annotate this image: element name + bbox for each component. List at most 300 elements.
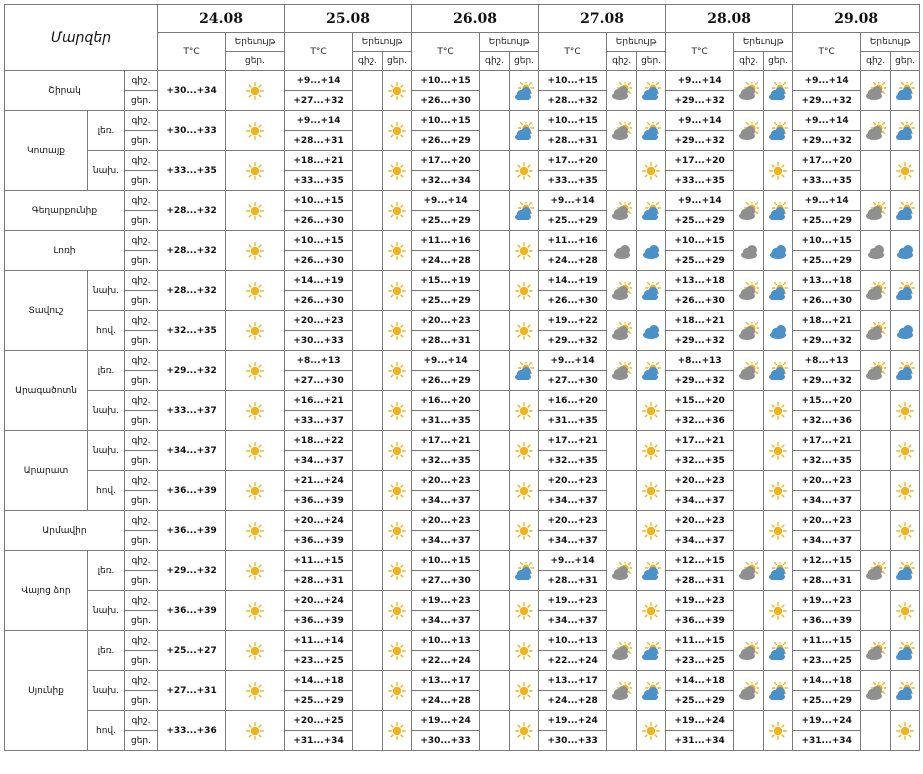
- night-temperature: +10...+15: [285, 191, 353, 211]
- sun-cloud-icon: [866, 202, 886, 220]
- weather-cell: [861, 591, 891, 631]
- subzone-label: լեռ.: [88, 351, 125, 391]
- weather-cell: [510, 711, 539, 751]
- region-name: Արարատ: [5, 431, 88, 511]
- weather-cell: [764, 111, 793, 151]
- day-temperature: +24...+28: [412, 691, 480, 711]
- weather-cell: [637, 711, 666, 751]
- weather-cell: [861, 391, 891, 431]
- moon-icon: [739, 162, 759, 180]
- sun-icon: [387, 602, 407, 620]
- day-temperature: +27...+30: [539, 371, 607, 391]
- day-header: ցեր.: [637, 52, 666, 71]
- sun-cloud-icon: [612, 122, 632, 140]
- weather-cell: [861, 151, 891, 191]
- sun-icon: [768, 442, 788, 460]
- period-label: ցեր.: [125, 91, 158, 111]
- moon-icon: [358, 402, 378, 420]
- sun-cloud-icon: [895, 282, 915, 300]
- temperature-header: T°C: [793, 33, 861, 71]
- sun-cloud-icon: [641, 362, 661, 380]
- day-temperature: +27...+30: [412, 571, 480, 591]
- sun-cloud-icon: [612, 362, 632, 380]
- sun-icon: [245, 322, 265, 340]
- night-temperature: +20...+23: [539, 511, 607, 531]
- weather-cell: [607, 231, 637, 271]
- weather-cell: [353, 551, 383, 591]
- sun-cloud-icon: [768, 682, 788, 700]
- weather-cell: [510, 551, 539, 591]
- region-name: Գեղարքունիք: [5, 191, 125, 231]
- sun-cloud-icon: [739, 122, 759, 140]
- weather-cell: [510, 271, 539, 311]
- weather-cell: [637, 511, 666, 551]
- sun-icon: [387, 242, 407, 260]
- weather-cell: [480, 591, 510, 631]
- day-temperature: +26...+30: [666, 291, 734, 311]
- sun-icon: [387, 482, 407, 500]
- weather-cell: [226, 71, 285, 111]
- day-temperature: +33...+35: [539, 171, 607, 191]
- weather-cell: [607, 631, 637, 671]
- weather-cell: [607, 191, 637, 231]
- sun-icon: [387, 162, 407, 180]
- weather-cell: [764, 391, 793, 431]
- weather-cell: [891, 351, 920, 391]
- sun-icon: [387, 362, 407, 380]
- night-temperature: +10...+15: [412, 71, 480, 91]
- sun-cloud-icon: [895, 362, 915, 380]
- day-temperature: +28...+31: [539, 131, 607, 151]
- sun-cloud-icon: [768, 362, 788, 380]
- moon-icon: [485, 602, 505, 620]
- day-temperature: +34...+37: [666, 491, 734, 511]
- cloud-icon: [895, 242, 915, 260]
- temperature-header: T°C: [412, 33, 480, 71]
- night-row: [5, 191, 920, 211]
- weather-cell: [734, 311, 764, 351]
- weather-cell: [353, 191, 383, 231]
- period-label: ցեր.: [125, 691, 158, 711]
- night-temperature: +11...+16: [412, 231, 480, 251]
- day-temperature: +32...+35: [158, 311, 226, 351]
- weather-cell: [510, 311, 539, 351]
- night-header: գիշ.: [861, 52, 891, 71]
- night-temperature: +20...+23: [793, 471, 861, 491]
- sun-icon: [387, 202, 407, 220]
- weather-cell: [226, 551, 285, 591]
- day-temperature: +26...+30: [539, 291, 607, 311]
- weather-cell: [226, 671, 285, 711]
- moon-icon: [358, 482, 378, 500]
- night-row: [5, 511, 920, 531]
- weather-cell: [891, 631, 920, 671]
- weather-cell: [764, 711, 793, 751]
- cloud-icon: [641, 242, 661, 260]
- sun-cloud-icon: [612, 202, 632, 220]
- day-temperature: +26...+30: [412, 91, 480, 111]
- date-header: 26.08: [412, 5, 539, 33]
- sun-icon: [245, 402, 265, 420]
- moon-icon: [358, 602, 378, 620]
- day-temperature: +25...+29: [793, 251, 861, 271]
- moon-icon: [866, 522, 886, 540]
- weather-cell: [383, 351, 412, 391]
- day-temperature: +28...+32: [158, 231, 226, 271]
- night-temperature: +19...+24: [666, 711, 734, 731]
- weather-cell: [891, 511, 920, 551]
- night-row: [5, 711, 920, 731]
- weather-cell: [637, 271, 666, 311]
- moon-icon: [485, 202, 505, 220]
- weather-header: Երեւույթ: [353, 33, 412, 52]
- sun-icon: [514, 482, 534, 500]
- weather-cell: [891, 311, 920, 351]
- moon-icon: [358, 242, 378, 260]
- night-temperature: +11...+15: [666, 631, 734, 651]
- sun-icon: [768, 162, 788, 180]
- weather-cell: [734, 351, 764, 391]
- weather-cell: [764, 671, 793, 711]
- moon-icon: [358, 682, 378, 700]
- night-row: [5, 671, 920, 691]
- weather-cell: [480, 71, 510, 111]
- day-temperature: +34...+37: [793, 491, 861, 511]
- sun-icon: [245, 482, 265, 500]
- weather-cell: [480, 151, 510, 191]
- subzone-label: լեռ.: [88, 551, 125, 591]
- weather-cell: [734, 511, 764, 551]
- sun-cloud-icon: [866, 362, 886, 380]
- sun-cloud-icon: [641, 562, 661, 580]
- weather-cell: [480, 711, 510, 751]
- sun-icon: [245, 162, 265, 180]
- day-temperature: +25...+29: [793, 691, 861, 711]
- sun-icon: [387, 522, 407, 540]
- period-label: ցեր.: [125, 651, 158, 671]
- day-temperature: +33...+36: [158, 711, 226, 751]
- day-temperature: +25...+29: [666, 691, 734, 711]
- night-temperature: +10...+15: [412, 551, 480, 571]
- date-header: 25.08: [285, 5, 412, 33]
- sun-icon: [245, 282, 265, 300]
- moon-icon: [866, 162, 886, 180]
- region-name: Լոռի: [5, 231, 125, 271]
- day-temperature: +31...+34: [285, 731, 353, 751]
- weather-cell: [383, 471, 412, 511]
- weather-cell: [734, 151, 764, 191]
- night-temperature: +15...+20: [666, 391, 734, 411]
- night-temperature: +11...+16: [539, 231, 607, 251]
- weather-cell: [607, 151, 637, 191]
- night-row: [5, 631, 920, 651]
- weather-cell: [637, 111, 666, 151]
- sun-cloud-icon: [612, 322, 632, 340]
- day-temperature: +32...+35: [793, 451, 861, 471]
- weather-cell: [607, 551, 637, 591]
- night-temperature: +9...+14: [285, 71, 353, 91]
- day-temperature: +32...+36: [666, 411, 734, 431]
- moon-icon: [358, 322, 378, 340]
- night-temperature: +10...+13: [412, 631, 480, 651]
- period-label: գիշ.: [125, 111, 158, 131]
- night-temperature: +19...+24: [412, 711, 480, 731]
- weather-cell: [734, 551, 764, 591]
- weather-cell: [480, 631, 510, 671]
- weather-cell: [734, 591, 764, 631]
- day-temperature: +36...+39: [158, 591, 226, 631]
- sun-icon: [387, 442, 407, 460]
- day-temperature: +32...+35: [412, 451, 480, 471]
- sun-cloud-icon: [739, 202, 759, 220]
- period-label: ցեր.: [125, 131, 158, 151]
- sun-cloud-icon: [739, 322, 759, 340]
- cloud-icon: [768, 322, 788, 340]
- weather-cell: [383, 431, 412, 471]
- weather-cell: [734, 71, 764, 111]
- weather-cell: [861, 711, 891, 751]
- forecast-table: [4, 4, 920, 751]
- day-temperature: +28...+31: [285, 571, 353, 591]
- sun-cloud-icon: [739, 362, 759, 380]
- day-temperature: +28...+31: [539, 571, 607, 591]
- weather-cell: [891, 471, 920, 511]
- day-temperature: +28...+32: [539, 91, 607, 111]
- weather-cell: [353, 271, 383, 311]
- weather-cell: [607, 711, 637, 751]
- temperature-header: T°C: [666, 33, 734, 71]
- weather-cell: [383, 311, 412, 351]
- weather-cell: [226, 631, 285, 671]
- weather-cell: [891, 711, 920, 751]
- sun-cloud-icon: [895, 682, 915, 700]
- weather-cell: [607, 351, 637, 391]
- weather-cell: [226, 351, 285, 391]
- day-temperature: +25...+27: [158, 631, 226, 671]
- weather-cell: [764, 631, 793, 671]
- day-temperature: +29...+32: [666, 131, 734, 151]
- sun-cloud-icon: [641, 202, 661, 220]
- moon-icon: [612, 162, 632, 180]
- moon-icon: [612, 442, 632, 460]
- night-temperature: +20...+23: [412, 471, 480, 491]
- sun-icon: [245, 362, 265, 380]
- weather-cell: [861, 271, 891, 311]
- weather-cell: [226, 271, 285, 311]
- moon-icon: [612, 602, 632, 620]
- day-temperature: +36...+39: [285, 611, 353, 631]
- weather-cell: [891, 231, 920, 271]
- day-temperature: +25...+29: [793, 211, 861, 231]
- weather-cell: [353, 231, 383, 271]
- night-temperature: +14...+18: [285, 671, 353, 691]
- night-temperature: +20...+23: [793, 511, 861, 531]
- period-label: գիշ.: [125, 311, 158, 331]
- sun-icon: [387, 642, 407, 660]
- sun-icon: [895, 442, 915, 460]
- sun-icon: [245, 522, 265, 540]
- night-temperature: +20...+25: [285, 711, 353, 731]
- weather-cell: [510, 231, 539, 271]
- weather-cell: [637, 151, 666, 191]
- weather-cell: [510, 391, 539, 431]
- moon-icon: [358, 562, 378, 580]
- weather-cell: [861, 471, 891, 511]
- day-temperature: +36...+39: [666, 611, 734, 631]
- night-temperature: +9...+14: [539, 191, 607, 211]
- sun-cloud-icon: [612, 562, 632, 580]
- moon-icon: [739, 482, 759, 500]
- moon-icon: [866, 602, 886, 620]
- day-temperature: +36...+39: [285, 531, 353, 551]
- night-temperature: +18...+21: [793, 311, 861, 331]
- weather-cell: [637, 471, 666, 511]
- weather-cell: [734, 111, 764, 151]
- night-temperature: +17...+21: [412, 431, 480, 451]
- night-temperature: +9...+14: [666, 191, 734, 211]
- weather-cell: [637, 71, 666, 111]
- weather-cell: [764, 271, 793, 311]
- weather-cell: [226, 311, 285, 351]
- sun-icon: [387, 402, 407, 420]
- sun-cloud-icon: [514, 82, 534, 100]
- period-label: գիշ.: [125, 511, 158, 531]
- day-temperature: +24...+28: [539, 251, 607, 271]
- night-temperature: +14...+19: [539, 271, 607, 291]
- moon-icon: [485, 442, 505, 460]
- weather-cell: [480, 191, 510, 231]
- period-label: գիշ.: [125, 191, 158, 211]
- moon-icon: [739, 442, 759, 460]
- weather-cell: [637, 311, 666, 351]
- subzone-label: նախ.: [88, 431, 125, 471]
- day-temperature: +23...+25: [666, 651, 734, 671]
- night-temperature: +9...+14: [666, 111, 734, 131]
- day-temperature: +34...+37: [666, 531, 734, 551]
- weather-cell: [226, 231, 285, 271]
- sun-icon: [245, 442, 265, 460]
- weather-cell: [734, 631, 764, 671]
- day-temperature: +29...+32: [666, 91, 734, 111]
- temperature-header: T°C: [539, 33, 607, 71]
- night-temperature: +20...+23: [666, 471, 734, 491]
- sun-cloud-icon: [768, 82, 788, 100]
- sun-icon: [387, 722, 407, 740]
- day-temperature: +34...+37: [412, 491, 480, 511]
- weather-cell: [353, 671, 383, 711]
- weather-cell: [861, 111, 891, 151]
- period-label: ցեր.: [125, 731, 158, 751]
- weather-cell: [510, 111, 539, 151]
- sun-icon: [768, 482, 788, 500]
- weather-cell: [226, 111, 285, 151]
- weather-cell: [383, 671, 412, 711]
- night-header: գիշ.: [353, 52, 383, 71]
- night-temperature: +14...+18: [666, 671, 734, 691]
- subzone-label: նախ.: [88, 151, 125, 191]
- subzone-label: հով.: [88, 471, 125, 511]
- sun-cloud-icon: [641, 642, 661, 660]
- weather-cell: [353, 591, 383, 631]
- sun-icon: [245, 562, 265, 580]
- weather-cell: [226, 151, 285, 191]
- moon-icon: [358, 82, 378, 100]
- sun-icon: [768, 722, 788, 740]
- sun-cloud-icon: [768, 122, 788, 140]
- day-temperature: +29...+32: [666, 331, 734, 351]
- day-temperature: +29...+32: [158, 551, 226, 591]
- moon-icon: [485, 322, 505, 340]
- day-temperature: +25...+29: [412, 291, 480, 311]
- weather-cell: [607, 271, 637, 311]
- night-temperature: +18...+21: [666, 311, 734, 331]
- day-temperature: +30...+33: [158, 111, 226, 151]
- sun-icon: [387, 282, 407, 300]
- sun-cloud-icon: [612, 642, 632, 660]
- date-header: 27.08: [539, 5, 666, 33]
- sun-cloud-icon: [641, 122, 661, 140]
- day-temperature: +26...+30: [793, 291, 861, 311]
- day-temperature: +27...+31: [158, 671, 226, 711]
- weather-cell: [480, 431, 510, 471]
- weather-cell: [510, 151, 539, 191]
- temperature-header: T°C: [158, 33, 226, 71]
- weather-cell: [861, 351, 891, 391]
- night-temperature: +13...+18: [793, 271, 861, 291]
- sun-icon: [641, 722, 661, 740]
- sun-icon: [641, 402, 661, 420]
- night-temperature: +20...+23: [666, 511, 734, 531]
- sun-icon: [895, 602, 915, 620]
- night-temperature: +11...+15: [793, 631, 861, 651]
- weather-cell: [637, 591, 666, 631]
- night-row: [5, 71, 920, 91]
- sun-icon: [387, 562, 407, 580]
- weather-cell: [861, 631, 891, 671]
- weather-cell: [480, 231, 510, 271]
- weather-cell: [764, 471, 793, 511]
- weather-cell: [510, 631, 539, 671]
- weather-cell: [480, 471, 510, 511]
- sun-icon: [514, 242, 534, 260]
- day-temperature: +25...+29: [666, 211, 734, 231]
- weather-cell: [637, 631, 666, 671]
- sun-cloud-icon: [866, 282, 886, 300]
- night-temperature: +11...+14: [285, 631, 353, 651]
- day-temperature: +28...+31: [793, 571, 861, 591]
- cloud-icon: [739, 242, 759, 260]
- weather-cell: [510, 591, 539, 631]
- night-temperature: +18...+21: [285, 151, 353, 171]
- weather-cell: [637, 551, 666, 591]
- weather-cell: [764, 311, 793, 351]
- night-row: [5, 111, 920, 131]
- weather-cell: [764, 191, 793, 231]
- weather-cell: [353, 711, 383, 751]
- moon-icon: [612, 402, 632, 420]
- night-temperature: +9...+14: [539, 351, 607, 371]
- night-temperature: +13...+17: [539, 671, 607, 691]
- weather-cell: [764, 151, 793, 191]
- weather-cell: [383, 71, 412, 111]
- sun-cloud-icon: [739, 82, 759, 100]
- weather-cell: [383, 631, 412, 671]
- day-temperature: +28...+32: [158, 271, 226, 311]
- period-label: ցեր.: [125, 571, 158, 591]
- sun-icon: [895, 722, 915, 740]
- moon-icon: [739, 402, 759, 420]
- day-temperature: +34...+37: [412, 611, 480, 631]
